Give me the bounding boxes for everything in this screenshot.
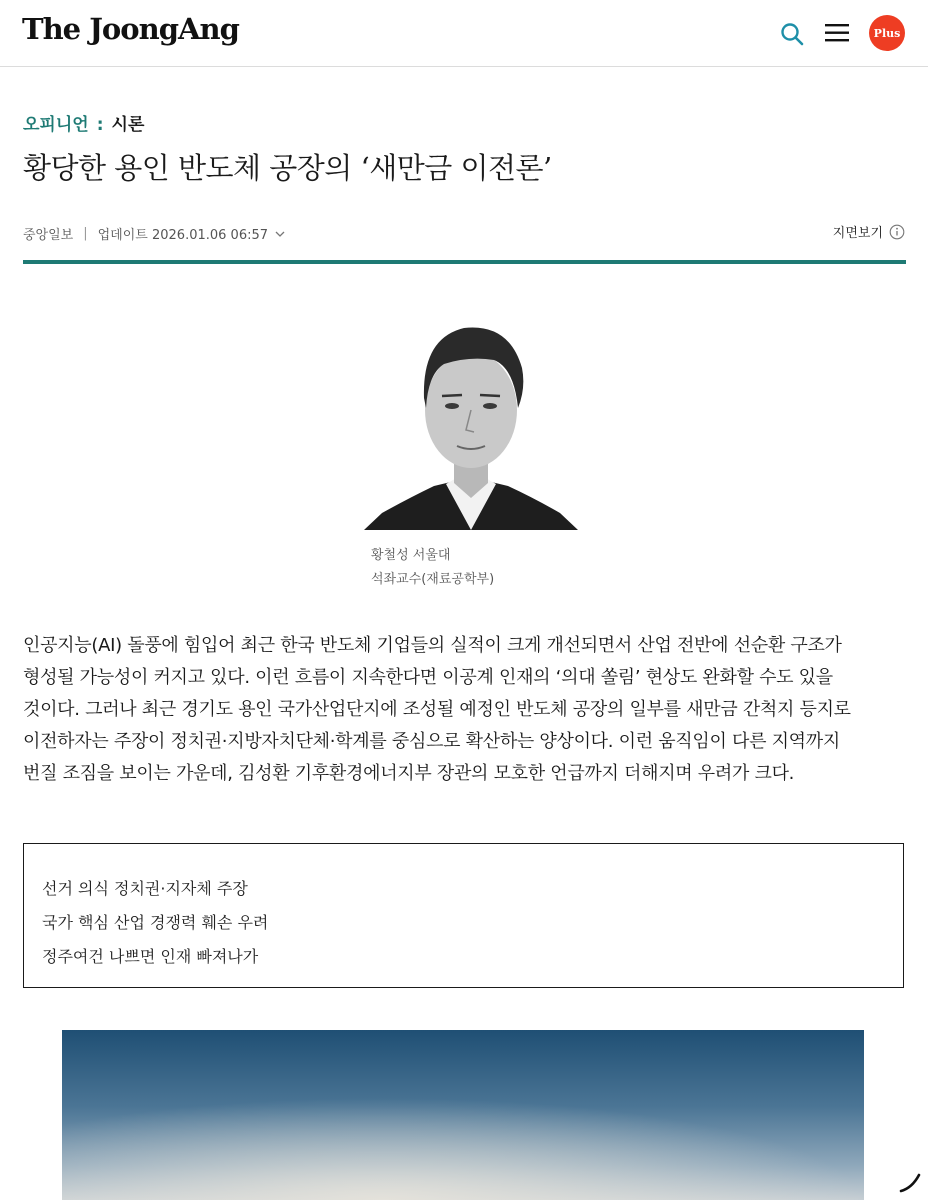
info-icon (889, 224, 905, 240)
author-name: 황철성 서울대 (371, 548, 451, 563)
article-hero-image (62, 1030, 864, 1200)
search-icon (779, 21, 805, 47)
author-title: 석좌교수(재료공학부) (371, 572, 495, 587)
breadcrumb (23, 110, 144, 135)
site-logo[interactable]: The JoongAng (22, 12, 239, 46)
summary-item: 국가 핵심 산업 경쟁력 훼손 우려 (42, 913, 269, 932)
print-view-label: 지면보기 (832, 226, 883, 241)
print-view-button[interactable] (833, 222, 905, 241)
body-line: 번질 조짐을 보이는 가운데, 김성환 기후환경에너지부 장관의 모호한 언급까지 더해지며 우려가 크다. (23, 763, 795, 784)
menu-button[interactable] (824, 22, 850, 44)
body-line: 것이다. 그러나 최근 경기도 용인 국가산업단지에 조성될 예정인 반도체 공장의 일부를 새만금 간척지 등지로 (23, 699, 851, 720)
article-title: 황당한 용인 반도체 공장의 ‘새만금 이전론’ (23, 151, 552, 185)
corner-curve-icon (898, 1170, 922, 1194)
meta-divider: | (83, 226, 88, 241)
chevron-down-icon[interactable] (274, 228, 286, 240)
author-caption (371, 544, 494, 592)
article-updated: 업데이트 2026.01.06 06:57 (97, 228, 269, 243)
body-line: 형성될 가능성이 커지고 있다. 이런 흐름이 지속한다면 이공계 인재의 ‘의대 쏠림’ 현상도 완화할 수도 있을 (23, 667, 833, 688)
author-portrait (364, 298, 578, 530)
article-source: 중앙일보 (23, 228, 74, 243)
article-body (23, 630, 913, 790)
summary-item: 선거 의식 정치권·지자체 주장 (42, 879, 248, 898)
breadcrumb-separator: : (96, 115, 104, 135)
article-summary-box (23, 843, 904, 988)
breadcrumb-subsection[interactable]: 시론 (111, 115, 145, 135)
plus-subscription-button[interactable]: Plus (869, 15, 905, 51)
breadcrumb-section[interactable]: 오피니언 (23, 115, 89, 135)
summary-item: 정주여건 나쁘면 인재 빠져나가 (42, 947, 259, 966)
article-meta (23, 224, 286, 243)
title-divider-rule (23, 260, 906, 264)
body-line: 이전하자는 주장이 정치권·지방자치단체·학계를 중심으로 확산하는 양상이다. 이런 움직임이 다른 지역까지 (23, 731, 840, 752)
hamburger-menu-icon (824, 22, 850, 44)
body-line: 인공지능(AI) 돌풍에 힘입어 최근 한국 반도체 기업들의 실적이 크게 개선되면서 산업 전반에 선순환 구조가 (23, 635, 842, 656)
search-button[interactable] (779, 21, 805, 47)
site-header (0, 0, 928, 67)
